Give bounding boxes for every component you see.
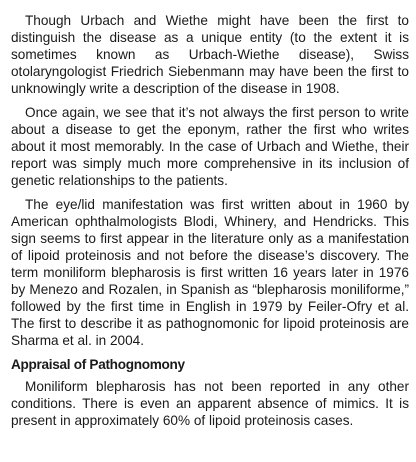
paragraph-appraisal: Moniliform blepharosis has not been reported in any other conditions. There is even an apparent absence of mimics. It is present in approximately 60% of lipoid proteinosis cases. (11, 379, 409, 428)
paragraph-eye-lid-manifestation: The eye/lid manifestation was first written about in 1960 by American ophthalmologists Blodi, Whinery, and Hendricks. This sign seems to first appear in the literature only as a manifestation of lipoid proteinosis and not before the disease’s discovery. The term moniliform blepharosis is first written 16 years later in 1976 by Menezo and Rozalen, in Spanish as “blepharosis moniliforme,” followed by the first time in English in 1979 by Feiler-Ofry et al. The first to describe it as pathognomonic for lipoid proteinosis are Sharma et al. in 2004. (11, 197, 409, 348)
section-heading: Appraisal of Pathognomony (11, 357, 185, 372)
document-page (11, 12, 409, 436)
paragraph-siebenmann: Though Urbach and Wiethe might have been the first to distinguish the disease as a unique entity (to the extent it is sometimes known as Urbach-Wiethe disease), Swiss otolaryngologist Friedrich Siebenmann may have been the first to unknowingly write a description of the disease in 1908. (11, 13, 409, 96)
paragraph-eponym: Once again, we see that it’s not always the first person to write about a disease to get the eponym, rather the first who writes about it most memorably. In the case of Urbach and Wiethe, their report was simply much more comprehensive in its inclusion of genetic relationships to the patients. (11, 105, 409, 188)
